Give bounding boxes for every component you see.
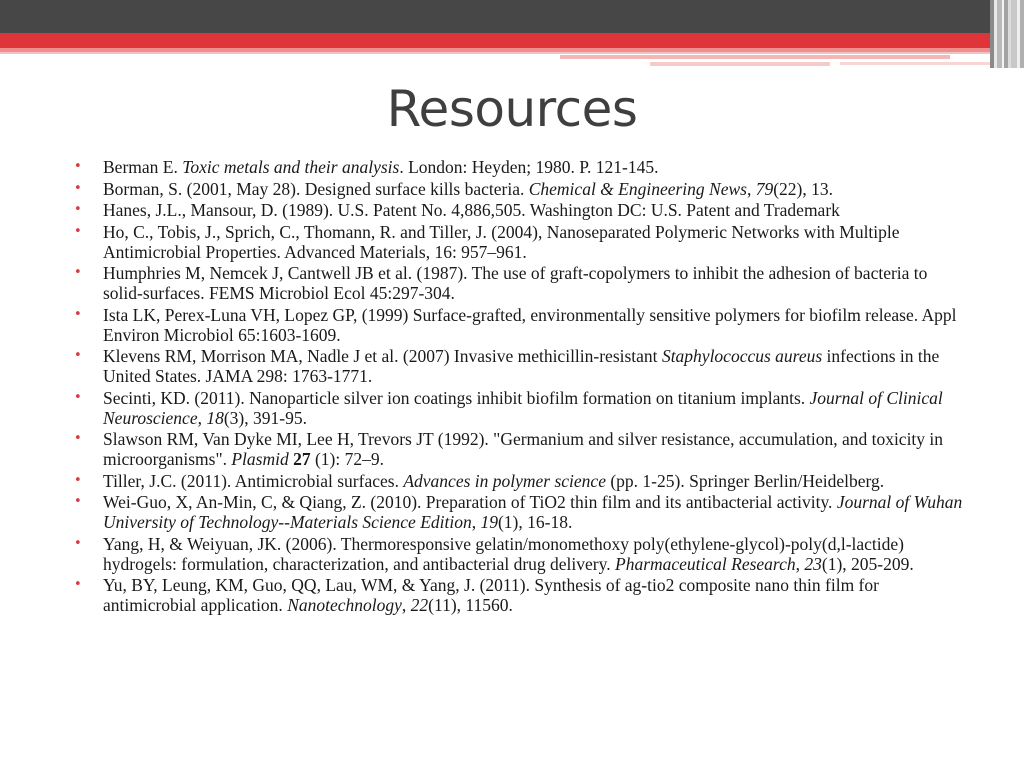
slide-title: Resources: [386, 80, 638, 138]
bullet-icon: •: [74, 577, 82, 592]
list-item: • Humphries M, Nemcek J, Cantwell JB et al. (1987). The use of graft-copolymers to inhibit the adhesion of bacteria to solid-surfaces. FEMS Microbiol Ecol 45:297-304.: [74, 263, 928, 303]
header-corner-stripes: [990, 0, 1024, 68]
header-band-red: [0, 33, 1024, 48]
bullet-icon: •: [74, 159, 82, 174]
bullet-icon: •: [74, 265, 82, 280]
reference-list: [74, 157, 966, 617]
header-accent-line: [560, 55, 950, 59]
list-item: • Yu, BY, Leung, KM, Guo, QQ, Lau, WM, & Yang, J. (2011). Synthesis of ag-tio2 composite nano thin film for antimicrobial application. Nanotechnology, 22(11), 11560.: [74, 575, 879, 615]
list-item: • Borman, S. (2001, May 28). Designed surface kills bacteria. Chemical & Engineering News, 79(22), 13.: [74, 178, 834, 199]
header-band-dark: [0, 0, 1024, 33]
header-band-accent: [0, 52, 1024, 54]
bullet-icon: •: [74, 202, 82, 217]
bullet-icon: •: [74, 431, 82, 446]
bullet-icon: •: [74, 494, 82, 509]
list-item: • Berman E. Toxic metals and their analysis. London: Heyden; 1980. P. 121-145.: [74, 157, 659, 177]
list-item: • Secinti, KD. (2011). Nanoparticle silver ion coatings inhibit biofilm formation on titanium implants. Journal of Clinical Neuroscience, 18(3), 391-95.: [74, 387, 943, 428]
list-item: • Hanes, J.L., Mansour, D. (1989). U.S. Patent No. 4,886,505. Washington DC: U.S. Patent and Trademark: [74, 200, 840, 220]
list-item: • Wei-Guo, X, An-Min, C, & Qiang, Z. (2010). Preparation of TiO2 thin film and its antibacterial activity. Journal of Wuhan University of Technology--Materials Science Edition, 19(1), 16-18.: [74, 492, 963, 532]
list-item: • Yang, H, & Weiyuan, JK. (2006). Thermoresponsive gelatin/monomethoxy poly(ethylene-glycol)-poly(d,l-lactide) hydrogels: formulation, characterization, and antibacterial drug delivery. Pharmaceutical Research, 23(1), 205-209.: [74, 533, 914, 574]
list-item: • Ista LK, Perex-Luna VH, Lopez GP, (1999) Surface-grafted, environmentally sensitive polymers for biofilm release. Appl Environ Microbiol 65:1603-1609.: [74, 304, 957, 345]
header-accent-line: [650, 62, 830, 66]
bullet-icon: •: [74, 223, 82, 239]
bullet-icon: •: [74, 348, 82, 363]
list-item: • Ho, C., Tobis, J., Sprich, C., Thomann, R. and Tiller, J. (2004), Nanoseparated Polymeric Networks with Multiple Antimicrobial Properties. Advanced Materials, 16: 957–961.: [74, 221, 900, 262]
bullet-icon: •: [74, 535, 82, 551]
bullet-icon: •: [74, 472, 82, 488]
list-item: • Klevens RM, Morrison MA, Nadle J et al. (2007) Invasive methicillin-resistant Staphylococcus aureus infections in the United States. JAMA 298: 1763-1771.: [74, 346, 940, 386]
bullet-icon: •: [74, 389, 82, 405]
list-item: • Tiller, J.C. (2011). Antimicrobial surfaces. Advances in polymer science (pp. 1-25). Springer Berlin/Heidelberg.: [74, 470, 885, 491]
bullet-icon: •: [74, 180, 82, 196]
header-accent-line: [840, 62, 990, 65]
list-item: • Slawson RM, Van Dyke MI, Lee H, Trevors JT (1992). "Germanium and silver resistance, accumulation, and toxicity in microorganisms". Plasmid 27 (1): 72–9.: [74, 429, 944, 469]
bullet-icon: •: [74, 306, 82, 322]
